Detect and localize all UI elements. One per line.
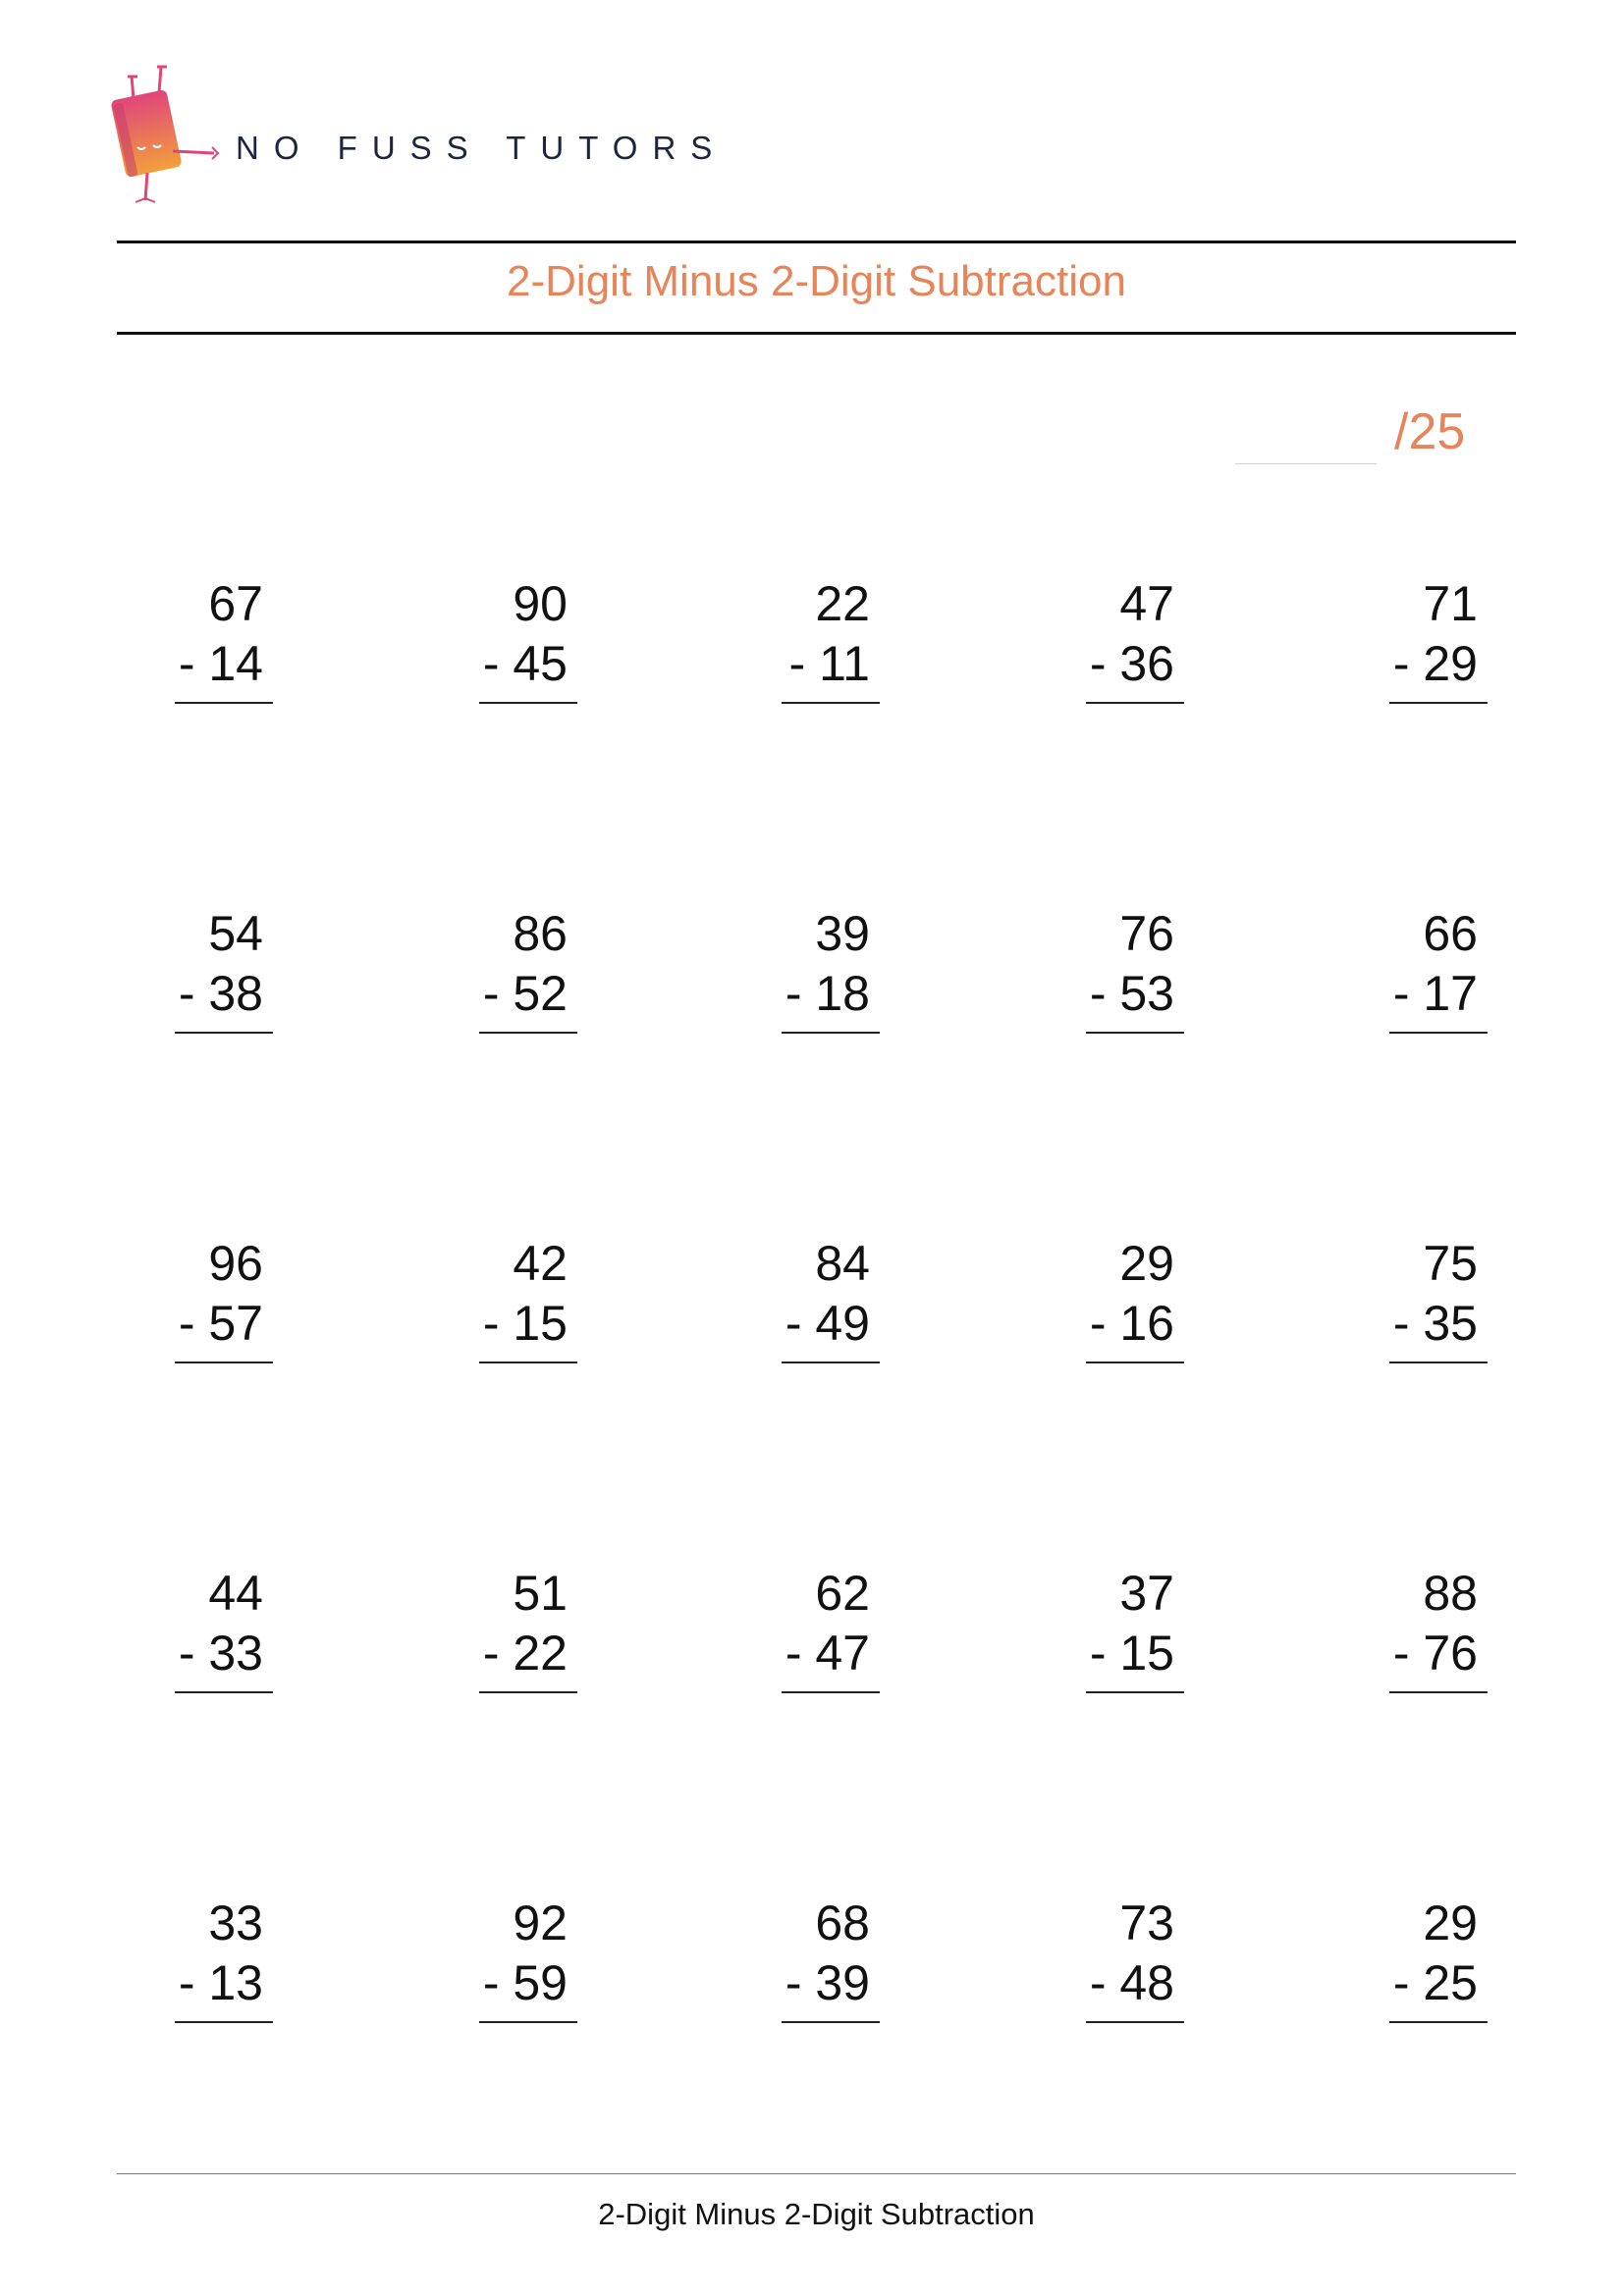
- subtrahend: - 22: [482, 1626, 568, 1681]
- subtraction-problem: [752, 1566, 890, 1716]
- subtraction-problem: [450, 1898, 587, 2046]
- subtrahend: - 29: [1392, 636, 1478, 691]
- subtraction-problem: [752, 1236, 890, 1386]
- subtraction-problem: [450, 576, 587, 726]
- subtraction-problem: [1056, 1236, 1194, 1386]
- subtrahend: - 49: [785, 1296, 870, 1351]
- minuend: 71: [1423, 576, 1478, 631]
- minuend: 51: [513, 1566, 568, 1621]
- footer-text: 2-Digit Minus 2-Digit Subtraction: [598, 2197, 1035, 2231]
- answer-line[interactable]: [782, 1691, 880, 1693]
- subtraction-problem: [1360, 1898, 1497, 2046]
- answer-line[interactable]: [1389, 702, 1488, 704]
- answer-line[interactable]: [479, 702, 577, 704]
- minuend: 76: [1119, 906, 1174, 961]
- minuend: 73: [1119, 1896, 1174, 1950]
- subtrahend: - 25: [1392, 1955, 1478, 2010]
- subtrahend: - 35: [1392, 1296, 1478, 1351]
- subtraction-problem: [145, 1566, 283, 1716]
- answer-line[interactable]: [1086, 1691, 1184, 1693]
- subtrahend: - 48: [1089, 1955, 1174, 2010]
- subtraction-problem: [145, 1898, 283, 2046]
- minuend: 42: [513, 1236, 568, 1291]
- minuend: 39: [815, 906, 870, 961]
- minuend: 75: [1423, 1236, 1478, 1291]
- subtraction-problem: [145, 906, 283, 1056]
- answer-line[interactable]: [1389, 1691, 1488, 1693]
- subtraction-problem: [1360, 576, 1497, 726]
- subtrahend: - 14: [178, 636, 263, 691]
- answer-line[interactable]: [1389, 1362, 1488, 1363]
- subtrahend: - 15: [482, 1296, 568, 1351]
- answer-line[interactable]: [479, 1032, 577, 1034]
- subtrahend: - 18: [785, 966, 870, 1021]
- minuend: 54: [208, 906, 263, 961]
- minuend: 96: [208, 1236, 263, 1291]
- answer-line[interactable]: [175, 702, 273, 704]
- subtraction-problem: [145, 1236, 283, 1386]
- answer-line[interactable]: [1086, 1032, 1184, 1034]
- brand-name: NO FUSS TUTORS: [236, 130, 728, 166]
- answer-line[interactable]: [782, 2021, 880, 2023]
- subtraction-problem: [752, 1898, 890, 2046]
- answer-line[interactable]: [1086, 702, 1184, 704]
- subtrahend: - 15: [1089, 1626, 1174, 1681]
- minuend: 86: [513, 906, 568, 961]
- subtraction-problem: [450, 1236, 587, 1386]
- subtrahend: - 76: [1392, 1626, 1478, 1681]
- answer-line[interactable]: [479, 2021, 577, 2023]
- subtraction-problem: [1056, 576, 1194, 726]
- answer-line[interactable]: [782, 1362, 880, 1363]
- answer-line[interactable]: [479, 1691, 577, 1693]
- answer-line[interactable]: [175, 2021, 273, 2023]
- answer-line[interactable]: [479, 1362, 577, 1363]
- minuend: 66: [1423, 906, 1478, 961]
- subtraction-problem: [450, 1566, 587, 1716]
- subtrahend: - 17: [1392, 966, 1478, 1021]
- minuend: 68: [815, 1896, 870, 1950]
- subtraction-problem: [1360, 1566, 1497, 1716]
- subtrahend: - 45: [482, 636, 568, 691]
- subtraction-problem: [752, 906, 890, 1056]
- answer-line[interactable]: [782, 1032, 880, 1034]
- subtrahend: - 57: [178, 1296, 263, 1351]
- answer-line[interactable]: [175, 1362, 273, 1363]
- answer-line[interactable]: [1389, 2021, 1488, 2023]
- subtraction-problem: [1056, 1898, 1194, 2046]
- subtrahend: - 36: [1089, 636, 1174, 691]
- minuend: 90: [513, 576, 568, 631]
- subtrahend: - 33: [178, 1626, 263, 1681]
- minuend: 33: [208, 1896, 263, 1950]
- subtrahend: - 39: [785, 1955, 870, 2010]
- page-title: 2-Digit Minus 2-Digit Subtraction: [507, 257, 1126, 305]
- minuend: 47: [1119, 576, 1174, 631]
- minuend: 88: [1423, 1566, 1478, 1621]
- minuend: 84: [815, 1236, 870, 1291]
- subtraction-problem: [1360, 1236, 1497, 1386]
- subtrahend: - 52: [482, 966, 568, 1021]
- answer-line[interactable]: [1389, 1032, 1488, 1034]
- subtraction-problem: [145, 576, 283, 726]
- footer-divider: [117, 2173, 1516, 2174]
- subtraction-problem: [1056, 1566, 1194, 1716]
- minuend: 29: [1423, 1896, 1478, 1950]
- score-total: /25: [1394, 403, 1466, 460]
- minuend: 29: [1119, 1236, 1174, 1291]
- minuend: 92: [513, 1896, 568, 1950]
- answer-line[interactable]: [1086, 2021, 1184, 2023]
- subtrahend: - 11: [788, 636, 870, 691]
- subtraction-problem: [1056, 906, 1194, 1056]
- answer-line[interactable]: [782, 702, 880, 704]
- answer-line[interactable]: [1086, 1362, 1184, 1363]
- minuend: 67: [208, 576, 263, 631]
- subtraction-problem: [450, 906, 587, 1056]
- minuend: 44: [208, 1566, 263, 1621]
- subtrahend: - 13: [178, 1955, 263, 2010]
- minuend: 37: [1119, 1566, 1174, 1621]
- answer-line[interactable]: [175, 1691, 273, 1693]
- subtrahend: - 38: [178, 966, 263, 1021]
- subtrahend: - 53: [1089, 966, 1174, 1021]
- subtraction-problem: [1360, 906, 1497, 1056]
- subtrahend: - 59: [482, 1955, 568, 2010]
- subtrahend: - 16: [1089, 1296, 1174, 1351]
- minuend: 62: [815, 1566, 870, 1621]
- subtraction-problem: [752, 576, 890, 726]
- subtrahend: - 47: [785, 1626, 870, 1681]
- answer-line[interactable]: [175, 1032, 273, 1034]
- minuend: 22: [815, 576, 870, 631]
